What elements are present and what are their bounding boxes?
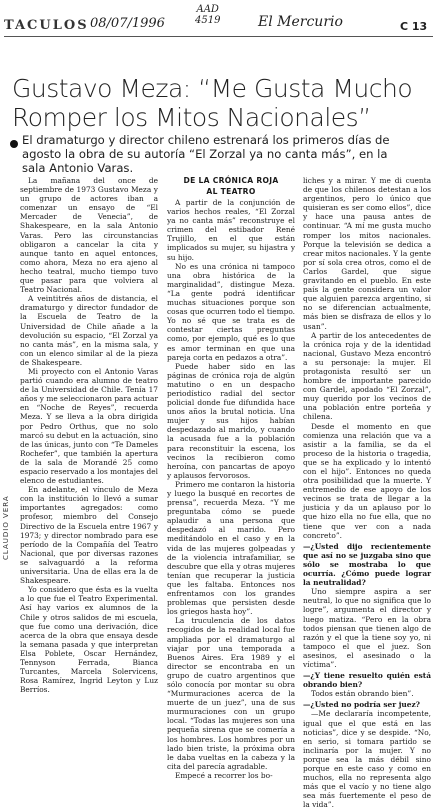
paragraph: En adelante, el vínculo de Meza con la institución lo llevó a sumar importantes agregados: como profesor, miembro del Consejo Directivo de la Escuela entre 1967 y 1973; y director nombrado para ese período de la Compañía del Teatro Nacional, que por diversas razones se salvaguardó a la reforma universitaria. Una de ellas era la de Shakespeare. bbox=[20, 485, 158, 586]
handwritten-date: 08/07/1996 bbox=[90, 16, 165, 31]
column-1 bbox=[20, 176, 158, 695]
paragraph: Puede haber sido en las páginas de crónica roja de algún matutino o en un despacho periodístico radial del sector policial donde fue difundida hace unos años la brutal noticia. Una mujer y sus hijos habían despedazado al marido, y cuando la acusada fue a la población para reconstituir la escena, los vecinos la recibieron como heroína, con pancartas de apoyo y aplausos fervorosos. bbox=[167, 361, 295, 480]
paragraph: Empecé a recorrer los bo- bbox=[175, 770, 273, 780]
paragraph: A veintitrés años de distancia, el dramaturgo y director fundador de la Escuela de Teatro de la Universidad de Chile añade a la devolución su espacio, “El Zorzal ya no canta más”, en la misma sala, y con un elenco similar al de la pieza de Shakespeare. bbox=[20, 294, 158, 367]
lead-bullet-icon bbox=[10, 140, 18, 148]
column-3 bbox=[303, 176, 431, 809]
column-2 bbox=[167, 176, 295, 780]
subheading: AL TEATRO bbox=[206, 187, 256, 196]
paragraph: Primero me contaron la historia y luego la busqué en recortes de prensa”, recuerda Meza. “Y me preguntaba cómo se puede aplaudir a una persona que despedazó al marido. Pero meditándolo en el caso y en la vida de las mujeres golpeadas y de la violencia intrafamiliar, se descubre que ella y otras mujeres tenían que recuperar la justicia que les faltaba. Entonces nos enfrentamos con los grandes problemas que persisten desde los griegos hasta hoy”. bbox=[167, 479, 295, 617]
paragraph: La mañana del once de septiembre de 1973 Gustavo Meza y un grupo de actores iban a comenzar un ensayo de “El Mercader de Venecia”, de Shakespeare, en la sala Antonio Varas. Pero las circunstancias obligaron a cancelar la cita y aunque tanto en aquel entonces, como ahora, Meza no era ajeno al hecho teatral, mucho tiempo tuvo que pasar para que volviera al Teatro Nacional. bbox=[20, 176, 158, 295]
paragraph: Desde el momento en que comienza una relación que va a asistir a la familia, se da el proceso de la historia o tragedia, que se ha explicado y lo intentó con el hijo”. Entonces no queda otra posibilidad que la muerte. Y entremedio de ese apoyo de los vecinos se trata de llegar a la justicia y da un aplauso por lo que hizo ella no fue ella, que no tiene que ver con a nada concreto”. bbox=[303, 421, 431, 540]
handwritten-code bbox=[195, 4, 220, 26]
paragraph: Uno siempre aspira a ser neutral, lo que no significa que lo logre”, argumenta el director y luego matiza. “Pero en la obra todos piensan que tienen algo de razón y el que la tiene soy yo, ni tampoco el que el juez. Son asesinos, el asesinado o la víctima”. bbox=[303, 587, 431, 669]
paragraph: Mi proyecto con el Antonio Varas partió cuando era alumno de teatro de la Universidad de Chile. Tenía 17 años y me seleccionaron para actuar en “Noche de Reyes”, recuerda Meza. Y se lleva a la obra dirigida por Pedro Orthus, que no solo marcó su debut en la actuación, sino de las únicas, junto con “Te Dameles Rochefer”, que también la apertura de la sala de Morandé 25 como espacio reservado a los montajes del elenco de estudiantes. bbox=[20, 366, 158, 486]
handwritten-code-top: AAD bbox=[196, 4, 219, 15]
subheading: DE LA CRÓNICA ROJA bbox=[183, 176, 279, 185]
headline: Gustavo Meza: “Me Gusta Mucho Romper los Mitos Nacionales” bbox=[12, 74, 413, 132]
handwritten-newspaper-name: El Mercurio bbox=[258, 14, 343, 30]
interview-question: —¿Usted no podría ser juez? bbox=[303, 700, 420, 710]
header-rule bbox=[4, 36, 433, 37]
paragraph: liches y a mirar. Y me di cuenta de que los chilenos detestan a los argentinos, pero lo único que quisieran es ser como ellos”, dice y hace una pausa antes de continuar. “A mí me gusta mucho romper los mitos nacionales. Porque la televisión se dedica a crear mitos nacionales. Y la gente por sí sola crea otros, como el de Carlos Gardel, que sigue gravitando en el pueblo. En este país la gente considera un valor que alguien parezca argentino, si no se diferencian actualmente, más bien se disfraza de ellos y lo usan”. bbox=[303, 176, 431, 331]
interview-question: —¿Usted dijo recientemente que así no se juzgaba sino que sólo se mostraba lo que ocurría. ¿Cómo puede lograr la neutralidad? bbox=[303, 541, 431, 588]
handwritten-code-bottom: 4519 bbox=[195, 15, 221, 26]
paragraph: A partir de los antecedentes de la crónica roja y de la identidad nacional, Gustavo Meza encontró a su personaje: la mujer. El protagonista resultó ser un hombre de importante parecido con Gardel, apodado “El Zorzal”, muy querido por los vecinos de una población entre porteña y chilena. bbox=[303, 330, 431, 422]
interview-question: —¿Y tiene resuelto quién está obrando bien? bbox=[303, 671, 431, 690]
paragraph: A partir de la conjunción de varios hechos reales, “El Zorzal ya no canta más” reconstruye el crimen del estibador René Trujillo, en el que están implicados su mujer, su hijastra y su hijo. bbox=[167, 198, 295, 262]
byline-text: CLAUDIO VERA bbox=[2, 495, 10, 560]
paragraph: La truculencia de los datos recogidos de la realidad local fue ampliada por el dramaturgo al viajar por una temporada a Buenos Aires. Era 1989 y el director se encontraba en un grupo de cuatro argentinos que sólo conocía por montar su obra “Murmuraciones acerca de la muerte de un juez”, una de sus murmuraciones con un grupo local. “Todas las mujeres son una pequeña sirena que se comería a los hombres. Los hombres por un lado bien triste, la próxima obra le daba vueltas en la cabeza y la cita del parecía agradable. bbox=[167, 616, 295, 771]
lead-paragraph: El dramaturgo y director chileno estrenará los primeros días de agosto la obra de su autoría “El Zorzal ya no canta más”, en la sala Antonio Varas. bbox=[22, 133, 390, 175]
paragraph: Todos están obrando bien”. bbox=[311, 689, 414, 699]
byline bbox=[2, 410, 14, 570]
page-number: C 13 bbox=[400, 20, 428, 33]
paragraph: Yo considero que ésta es la vuelta a lo que fue el Teatro Experimental. Así hay varios ex alumnos de la Chile y otros salidos de mi escuela, que fue como una derivación, dice acerca de la obra que ensaya desde la semana pasada y que interpretan Elsa Poblete, Oscar Hernández, Tennyson Ferrada, Bianca Turcantes, Marcela Solervicens, Rosa Ramírez, Ingrid Leyton y Luz Berríos. bbox=[20, 585, 158, 695]
paragraph: —Me declararía incompetente, igual que el que está en las noticias”, dice y se despide. “No, en serio, si tomara partido se inclinaría por la mujer. Y no porque sea la más débil sino porque en este caso y como en muchos, ella no representa algo más que el vacío y no tiene algo sea más fuertemente el peso de la vida”. bbox=[303, 709, 431, 809]
paragraph: No es una crónica ni tampoco una obra histórica de la marginalidad”, distingue Meza. “La gente podrá identificar muchas situaciones porque son cosas que ocurren todo el tiempo. Yo no sé que se trata es de contestar ciertas preguntas como, por ejemplo, qué es lo que es amor terminan en que una pareja corta en pedazos a otra”. bbox=[167, 261, 295, 362]
section-title: TACULOS bbox=[4, 18, 89, 33]
